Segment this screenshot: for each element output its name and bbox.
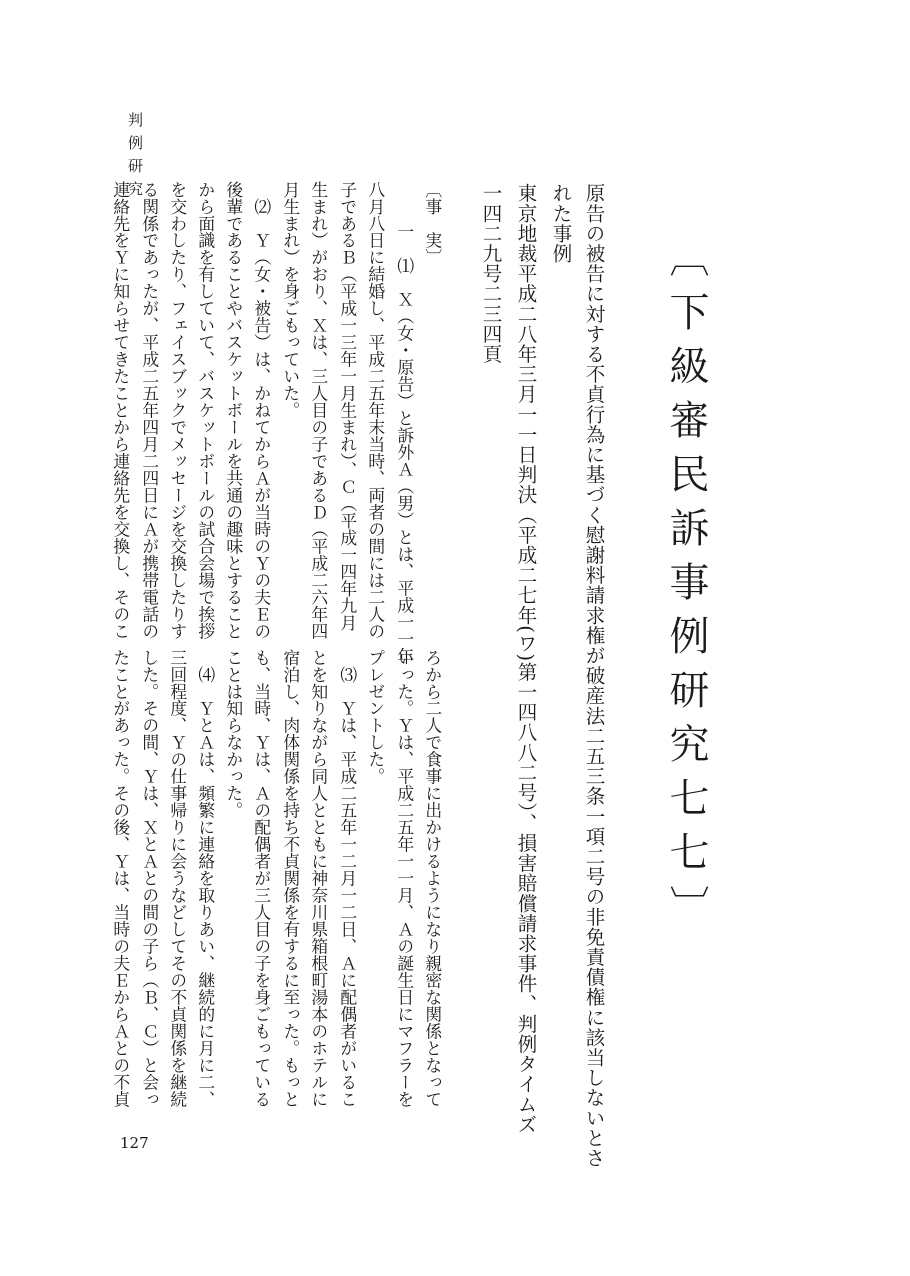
- body-text-column: プレゼントした。: [365, 649, 386, 785]
- body-text-column: 一 ⑴ Ｘ（女・原告）と訴外Ａ（男）とは、平成一一年: [394, 223, 415, 665]
- body-text-column: 子であるＢ（平成一三年一月生まれ）、Ｃ（平成一四年九月: [337, 181, 358, 632]
- body-text-column: から面識を有していて、バスケットボールの試合会場で挨拶: [195, 181, 216, 640]
- case-series-title: 〔下級審民訴事例研究七七〕: [663, 237, 709, 939]
- body-text-column: ⑶ Ｙは、平成二五年一二月一二日、Ａに配偶者がいるこ: [337, 666, 358, 1108]
- body-text-column: 三回程度、Ｙの仕事帰りに会うなどしてその不貞関係を継続: [167, 649, 188, 1108]
- body-text-column: 月生まれ）を身ごもっていた。: [280, 181, 301, 419]
- body-text-column: 宿泊し、肉体関係を持ち不貞関係を有するに至った。もっと: [280, 649, 301, 1108]
- page-number: 127: [120, 1134, 149, 1152]
- body-text-column: ろから二人で食事に出かけるようになり親密な関係となって: [422, 649, 443, 1108]
- body-text-column: ⑷ ＹとＡは、頻繁に連絡を取りあい、継続的に月に二、: [195, 666, 216, 1108]
- body-text-column: 生まれ）がおり、Ｘは、三人目の子であるＤ（平成二六年四: [308, 181, 329, 640]
- citation-line: 東京地裁平成二八年三月一一日判決（平成二七年(ワ)第一四八八二号）、損害賠償請求事件、判例タイムズ: [514, 183, 538, 1135]
- body-text-column: 八月八日に結婚し、平成二五年末当時、両者の間には二人の: [365, 181, 386, 640]
- subject-line: れた事例: [549, 183, 573, 264]
- section-heading: 〔事 実〕: [422, 181, 443, 266]
- subject-line: 原告の被告に対する不貞行為に基づく慰謝料請求権が破産法二五三条一項二号の非免責債権に該当しないとさ: [582, 183, 606, 1168]
- citation-line: 一四二九号二三四頁: [479, 183, 503, 364]
- body-text-column: たことがあった。その後、Ｙは、当時の夫ＥからＡとの不貞: [110, 649, 131, 1108]
- running-header: 判例研究: [126, 112, 144, 204]
- body-text-column: も、当時、Ｙは、Ａの配偶者が三人目の子を身ごもっている: [251, 649, 272, 1108]
- body-text-column: 連絡先をＹに知らせてきたことから連絡先を交換し、そのこ: [110, 181, 131, 640]
- body-text-column: とを知りながら同人とともに神奈川県箱根町湯本のホテルに: [308, 649, 329, 1108]
- body-text-column: ⑵ Ｙ（女・被告）は、かねてからＡが当時のＹの夫Ｅの: [251, 198, 272, 640]
- body-text-column: を交わしたり、フェイスブックでメッセージを交換したりす: [167, 181, 188, 640]
- body-text-column: した。その間、Ｙは、ＸとＡとの間の子ら（Ｂ、Ｃ）と会っ: [139, 649, 160, 1108]
- body-text-column: ことは知らなかった。: [223, 649, 244, 819]
- body-text-column: る関係であったが、平成二五年四月二四日にＡが携帯電話の: [139, 181, 160, 640]
- body-text-column: いった。Ｙは、平成二五年一一月、Ａの誕生日にマフラーを: [394, 649, 415, 1108]
- body-text-column: 後輩であることやバスケットボールを共通の趣味とすること: [223, 181, 244, 640]
